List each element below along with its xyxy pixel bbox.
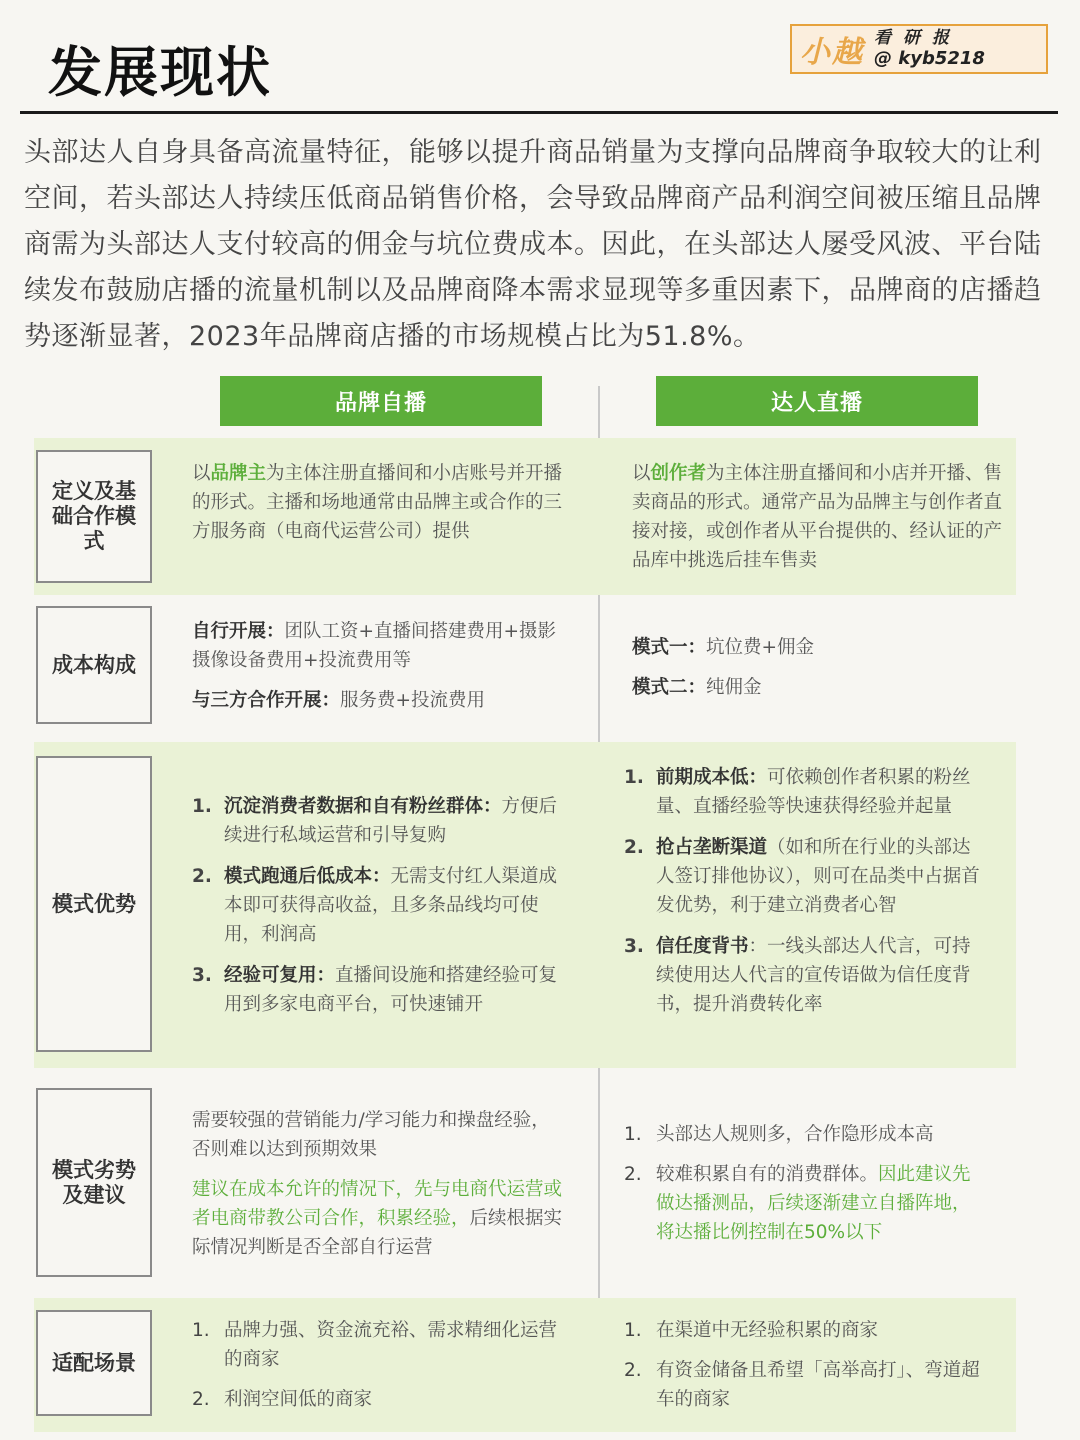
definition-brand-highlight: 品牌主: [210, 463, 267, 484]
advantage-key: 信任度背书: [656, 936, 749, 957]
list-item: [192, 961, 564, 1019]
list-item: [624, 1120, 986, 1149]
scenario-text: 在渠道中无经验积累的商家: [656, 1320, 879, 1341]
list-item: [624, 1160, 986, 1247]
list-item: [192, 862, 564, 949]
list-number: 2.: [624, 837, 644, 858]
definition-brand: [192, 459, 564, 546]
scenario-text: 利润空间低的商家: [224, 1389, 373, 1410]
advantage-text: ：一线头部达人代言，可持续使用达人代言的宣传语做为信任度背书，提升消费转化率: [656, 936, 971, 1015]
advantage-text: （如和所在行业的头部达人签订排他协议），则可在品类中占据首发优势，利于建立消费者心智: [656, 837, 980, 916]
list-item: [624, 1316, 986, 1345]
list-number: 1.: [624, 1320, 642, 1341]
list-number: 2.: [624, 1360, 642, 1381]
list-number: 2.: [624, 1164, 642, 1185]
scenario-text: 品牌力强、资金流充裕、需求精细化运营的商家: [224, 1320, 558, 1370]
advantage-key: 沉淀消费者数据和自有粉丝群体：: [224, 796, 502, 817]
logo-line2: @ kyb5218: [874, 48, 985, 69]
row-label-definition: 定义及基础合作模式: [36, 450, 152, 583]
intro-paragraph: 头部达人自身具备高流量特征，能够以提升商品销量为支撑向品牌商争取较大的让利空间，若头部达人持续压低商品销售价格，会导致品牌商产品利润空间被压缩且品牌商需为头部达人支付较高的佣金与坑位费成本。因此，在头部达人屡受风波、平台陆续发布鼓励店播的流量机制以及品牌商降本需求显现等多重因素下，品牌商的店播趋势逐渐显著，2023年品牌商店播的市场规模占比为51.8%。: [24, 137, 1042, 352]
list-item: [624, 932, 986, 1019]
list-item: [192, 1385, 564, 1414]
definition-influencer-highlight: 创作者: [650, 463, 707, 484]
title-rule: [20, 111, 1058, 114]
disadvantage-text: 较难积累自有的消费群体。: [656, 1164, 879, 1185]
definition-brand-text: 为主体注册直播间和小店账号并开播的形式。主播和场地通常由品牌主或合作的三方服务商（电商代运营公司）提供: [192, 463, 563, 542]
disadvantage-suggestion: 建议在成本允许的情况下，先与电商代运营或者电商带教公司合作，积累经验，: [192, 1179, 563, 1229]
definition-influencer-pre: 以: [632, 463, 651, 484]
column-header-brand: 品牌自播: [220, 376, 542, 426]
cost-influencer: [632, 633, 1010, 702]
row-label-advantages: 模式优势: [36, 756, 152, 1052]
watermark-logo: [790, 24, 1048, 74]
cost-influencer-val-1: 坑位费+佣金: [706, 637, 815, 658]
logo-text: 小越: [800, 35, 864, 70]
definition-influencer: [632, 459, 1010, 575]
cost-influencer-key-2: 模式二：: [632, 677, 707, 698]
cost-influencer-val-2: 纯佣金: [706, 677, 762, 698]
cost-influencer-key-1: 模式一：: [632, 637, 707, 658]
logo-line1: 看研报: [874, 28, 961, 48]
disadvantage-text: 需要较强的营销能力/学习能力和操盘经验，否则难以达到预期效果: [192, 1110, 550, 1160]
row-label-scenarios: 适配场景: [36, 1310, 152, 1416]
cost-brand: [192, 617, 564, 715]
column-header-influencer: 达人直播: [656, 376, 978, 426]
advantage-key: 前期成本低：: [656, 767, 768, 788]
list-number: 1.: [192, 1320, 210, 1341]
list-number: 3.: [624, 936, 644, 957]
list-item: [192, 792, 564, 850]
advantage-key: 抢占垄断渠道: [656, 837, 768, 858]
cost-brand-key-1: 自行开展：: [192, 621, 285, 642]
advantage-text: 方便后续进行私域运营和引导复购: [224, 796, 558, 846]
advantages-brand: [192, 792, 564, 1019]
row-label-disadvantages: 模式劣势及建议: [36, 1088, 152, 1277]
scenario-text: 有资金储备且希望「高举高打」、弯道超车的商家: [656, 1360, 980, 1410]
cost-brand-val-2: 服务费+投流费用: [340, 690, 486, 711]
advantages-influencer: [624, 763, 986, 1019]
list-number: 3.: [192, 965, 212, 986]
list-item: [624, 763, 986, 821]
list-number: 1.: [624, 1124, 642, 1145]
list-item: [624, 1356, 986, 1414]
advantage-key: 模式跑通后低成本：: [224, 866, 391, 887]
page-title: 发展现状: [48, 41, 272, 104]
advantage-text: 无需支付红人渠道成本即可获得高收益，且多条品线均可使用，利润高: [224, 866, 558, 945]
cost-brand-val-1: 团队工资+直播间搭建费用+摄影摄像设备费用+投流费用等: [192, 621, 557, 671]
definition-influencer-text: 为主体注册直播间和小店并开播、售卖商品的形式。通常产品为品牌主与创作者直接对接，或创作者从平台提供的、经认证的产品库中挑选后挂车售卖: [632, 463, 1003, 571]
advantage-key: 经验可复用：: [224, 965, 336, 986]
cost-brand-key-2: 与三方合作开展：: [192, 690, 341, 711]
list-number: 1.: [192, 796, 212, 817]
disadvantages-brand: [192, 1106, 564, 1262]
disadvantage-suggestion: 因此建议先做达播测品，后续逐渐建立自播阵地，将达播比例控制在50%以下: [656, 1164, 971, 1243]
list-number: 2.: [192, 1389, 210, 1410]
list-number: 2.: [192, 866, 212, 887]
list-item: [624, 833, 986, 920]
list-number: 1.: [624, 767, 644, 788]
disadvantages-influencer: [624, 1120, 986, 1247]
scenarios-influencer: [624, 1316, 986, 1414]
scenarios-brand: [192, 1316, 564, 1414]
definition-brand-pre: 以: [192, 463, 211, 484]
disadvantage-text: 头部达人规则多，合作隐形成本高: [656, 1124, 934, 1145]
disadvantage-rest: 后续根据实际情况判断是否全部自行运营: [192, 1208, 563, 1258]
advantage-text: 直播间设施和搭建经验可复用到多家电商平台，可快速铺开: [224, 965, 558, 1015]
row-label-cost: 成本构成: [36, 606, 152, 724]
advantage-text: 可依赖创作者积累的粉丝量、直播经验等快速获得经验并起量: [656, 767, 971, 817]
list-item: [192, 1316, 564, 1374]
